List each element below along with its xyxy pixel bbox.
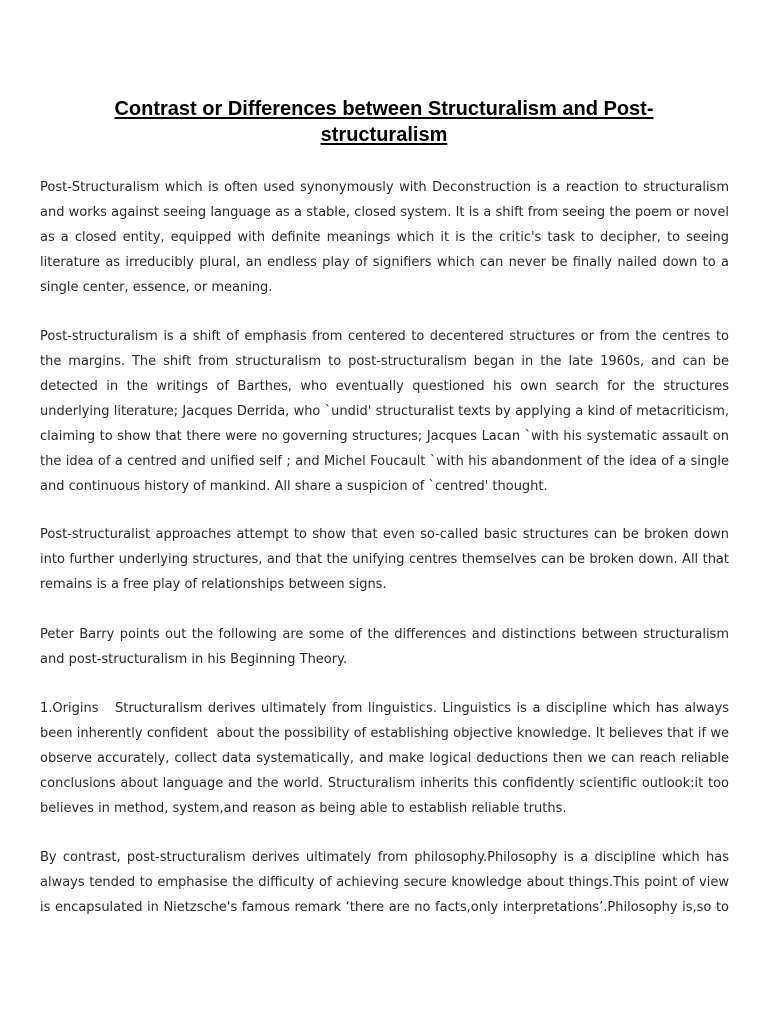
- paragraph-approaches: Post-structuralist approaches attempt to show that even so-called basic structures can be broken down into further underlying structures, and that the unifying centres themselves can be broken down. All that remains is a free play of relationships between signs.: [40, 527, 729, 592]
- paragraph-shift-of-emphasis: Post-structuralism is a shift of emphasis from centered to decentered structures or from the centres to the margins. The shift from structuralism to post-structuralism began in the late 1960s, and can be detected in the writings of Barthes, who eventually questioned his own search for the structures underlying literature; Jacques Derrida, who `undid' structuralist texts by applying a kind of metacriticism, claiming to show that there were no governing structures; Jacques Lacan `with his systematic assault on the idea of a centred and unified self ; and Michel Foucault `with his abandonment of the idea of a single and continuous history of mankind. All share a suspicion of `centred' thought.: [40, 329, 729, 494]
- paragraph-intro: Post-Structuralism which is often used synonymously with Deconstruction is a reaction to structuralism and works against seeing language as a stable, closed system. It is a shift from seeing the poem or novel as a closed entity, equipped with definite meanings which it is the critic's task to decipher, to seeing literature as irreducibly plural, an endless play of signifiers which can never be finally nailed down to a single center, essence, or meaning.: [40, 180, 729, 295]
- paragraph-contrast: By contrast, post-structuralism derives ultimately from philosophy.Philosophy is a discipline which has always tended to emphasise the difficulty of achieving secure knowledge about things.This point of view is encapsulated in Nietzsche's famous remark ‘there are no facts,only interpretations’.Philosophy is,so to: [40, 850, 729, 915]
- paragraph-peter-barry: Peter Barry points out the following are some of the differences and distinctions between structuralism and post-structuralism in his Beginning Theory.: [40, 627, 729, 667]
- document-title: Contrast or Differences between Structuralism and Post-structuralism: [114, 98, 654, 146]
- paragraph-origins: 1.Origins Structuralism derives ultimately from linguistics. Linguistics is a discipline which has always been inherently confident about the possibility of establishing objective knowledge. It believes that if we observe accurately, collect data systematically, and make logical deductions then we can reach reliable conclusions about language and the world. Structuralism inherits this confidently scientific outlook:it too believes in method, system,and reason as being able to establish reliable truths.: [40, 701, 734, 816]
